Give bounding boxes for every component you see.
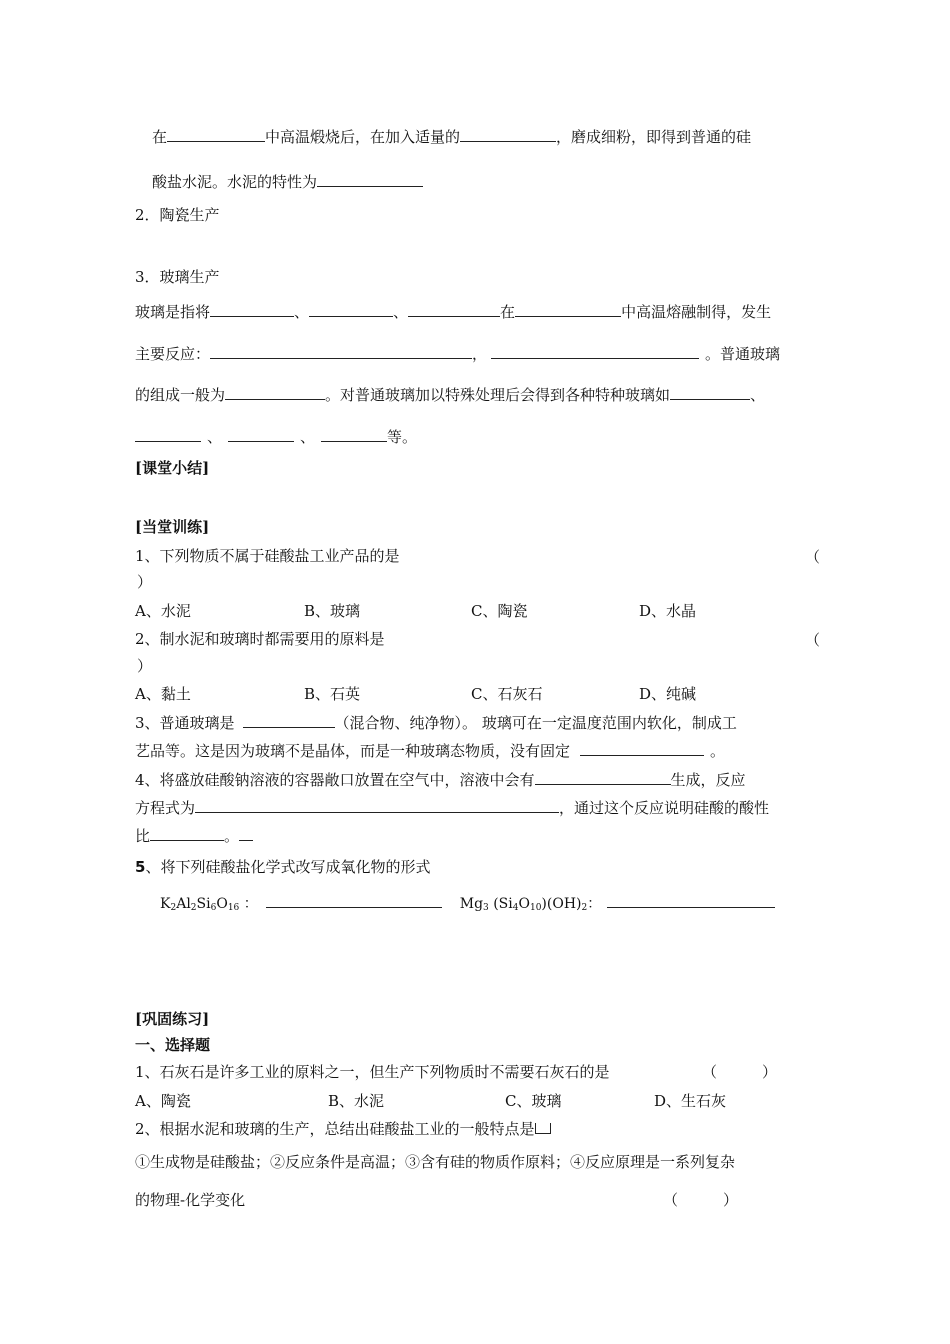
text: 、 [207, 428, 223, 446]
blank-input[interactable] [309, 302, 393, 317]
text: 等。 [387, 428, 418, 446]
blank-input[interactable] [317, 172, 423, 187]
q1-option-d[interactable]: D、水晶 [639, 602, 697, 620]
blank-input[interactable] [210, 344, 472, 359]
text: 16 [227, 903, 240, 913]
text: )(OH) [541, 896, 582, 912]
ceramic-title: 2．陶瓷生产 [135, 206, 220, 224]
text: 5 [135, 858, 146, 876]
glass-line-4 [135, 427, 417, 447]
text: (Si [488, 896, 513, 912]
q5-text [135, 857, 430, 877]
blank-input[interactable] [460, 127, 556, 142]
practice-heading: [当堂训练] [135, 518, 210, 536]
blank-input[interactable] [225, 385, 325, 400]
text: 2 [170, 903, 177, 913]
q2-option-d[interactable]: D、纯碱 [639, 685, 697, 703]
q2-option-a[interactable]: A、黏土 [135, 685, 191, 703]
c1-option-b[interactable]: B、水泥 [328, 1092, 385, 1110]
text: （混合物、纯净物）。 玻璃可在一定温度范围内软化，制成工 [334, 714, 737, 732]
text: ，磨成细粉，即得到普通的硅 [556, 128, 752, 146]
c1-option-d[interactable]: D、生石灰 [654, 1092, 727, 1110]
text: 4、将盛放硅酸钠溶液的容器敞口放置在空气中，溶液中会有 [135, 771, 535, 789]
q2-option-c[interactable]: C、石灰石 [471, 685, 543, 703]
section-choice-title: 一、选择题 [135, 1036, 211, 1054]
blank-input[interactable] [195, 798, 559, 813]
text: ， [472, 345, 488, 363]
c2-answer[interactable]: （ ） [663, 1191, 739, 1209]
text: 。 [224, 827, 240, 845]
text: 、 [393, 303, 409, 321]
c1-answer[interactable]: （ ） [702, 1063, 778, 1081]
text: 2、根据水泥和玻璃的生产，总结出硅酸盐工业的一般特点是 [135, 1120, 535, 1138]
text: 酸盐水泥。水泥的特性为 [152, 173, 318, 191]
q2-text: 2、制水泥和玻璃时都需要用的原料是 [135, 630, 385, 648]
blank-input[interactable] [580, 741, 704, 756]
text: O [518, 896, 530, 912]
blank-input[interactable] [210, 302, 294, 317]
text: 的组成一般为 [135, 386, 226, 404]
q4-line-1 [135, 770, 746, 790]
c2-statements: ①生成物是硅酸盐；②反应条件是高温；③含有硅的物质作原料；④反应原理是一系列复杂 [135, 1153, 736, 1171]
blank-input[interactable] [150, 826, 224, 841]
text: 。对普通玻璃加以特殊处理后会得到各种特种玻璃如 [325, 386, 671, 404]
c1-text: 1、石灰石是许多工业的原料之一，但生产下列物质时不需要石灰石的是 [135, 1063, 610, 1081]
blank-input[interactable] [243, 713, 335, 728]
q3-line-1 [135, 713, 737, 733]
blank-input[interactable] [135, 427, 201, 442]
blank-input[interactable] [535, 1123, 551, 1134]
blank-input[interactable] [321, 427, 387, 442]
text: 10 [529, 903, 542, 913]
text: Si [196, 896, 211, 912]
q4-line-3 [135, 826, 253, 846]
text: Mg [459, 896, 484, 912]
text: 、 [750, 386, 766, 404]
glass-title: 3．玻璃生产 [135, 268, 220, 286]
text: 主要反应： [135, 345, 211, 363]
text: 、 [294, 303, 310, 321]
c2-text [135, 1119, 551, 1139]
text: 3、普通玻璃是 [135, 714, 235, 732]
text: 3 [483, 903, 489, 913]
text: O [216, 896, 228, 912]
c2-statements-cont: 的物理-化学变化 [135, 1191, 246, 1209]
q2-option-b[interactable]: B、石英 [304, 685, 361, 703]
text: 2 [190, 903, 197, 913]
text: ： [587, 896, 602, 912]
text: 、 [300, 428, 316, 446]
c1-option-a[interactable]: A、陶瓷 [135, 1092, 191, 1110]
q1-text: 1、下列物质不属于硅酸盐工业产品的是 [135, 547, 400, 565]
text: 在 [152, 128, 168, 146]
blank-input[interactable] [239, 826, 253, 841]
text: Al [176, 896, 191, 912]
glass-line-2 [135, 344, 780, 364]
q1-answer-close[interactable]: ） [137, 573, 153, 591]
blank-input[interactable] [670, 385, 750, 400]
text: 中高温熔融制得，发生 [621, 303, 772, 321]
text: 在 [500, 303, 516, 321]
blank-input[interactable] [266, 893, 442, 908]
q1-option-b[interactable]: B、玻璃 [304, 602, 361, 620]
text: ： [239, 896, 258, 912]
blank-input[interactable] [535, 770, 671, 785]
q1-answer-open: （ [805, 548, 821, 566]
text: ，通过这个反应说明硅酸的酸性 [559, 799, 770, 817]
glass-line-1 [135, 302, 771, 322]
c1-option-c[interactable]: C、玻璃 [505, 1092, 562, 1110]
text: 生成，反应 [670, 771, 746, 789]
formula-line [160, 893, 775, 918]
summary-heading: [课堂小结] [135, 459, 210, 477]
text: 玻璃是指将 [135, 303, 211, 321]
text: 中高温煅烧后，在加入适量的 [265, 128, 461, 146]
text: K [160, 896, 171, 912]
text: 艺品等。这是因为玻璃不是晶体，而是一种玻璃态物质，没有固定 [135, 742, 571, 760]
text: 6 [210, 903, 217, 913]
q2-answer-open: （ [805, 631, 821, 649]
cement-line-2 [152, 172, 423, 192]
consolidate-heading: [巩固练习] [135, 1010, 210, 1028]
cement-line-1 [152, 127, 751, 147]
text: 2 [581, 903, 588, 913]
text: 、将下列硅酸盐化学式改写成氧化物的形式 [145, 858, 431, 876]
text: 。普通玻璃 [705, 345, 781, 363]
blank-input[interactable] [607, 893, 775, 908]
blank-input[interactable] [491, 344, 699, 359]
blank-input[interactable] [408, 302, 500, 317]
q1-option-c[interactable]: C、陶瓷 [471, 602, 528, 620]
q3-line-2 [135, 741, 725, 761]
q1-option-a[interactable]: A、水泥 [135, 602, 191, 620]
glass-line-3 [135, 385, 765, 405]
text: 比 [135, 827, 151, 845]
text: 方程式为 [135, 799, 196, 817]
blank-input[interactable] [515, 302, 621, 317]
q2-answer-close[interactable]: ） [137, 657, 153, 675]
text: 4 [512, 903, 519, 913]
q4-line-2 [135, 798, 769, 818]
blank-input[interactable] [167, 127, 265, 142]
text: 。 [710, 742, 726, 760]
blank-input[interactable] [228, 427, 294, 442]
